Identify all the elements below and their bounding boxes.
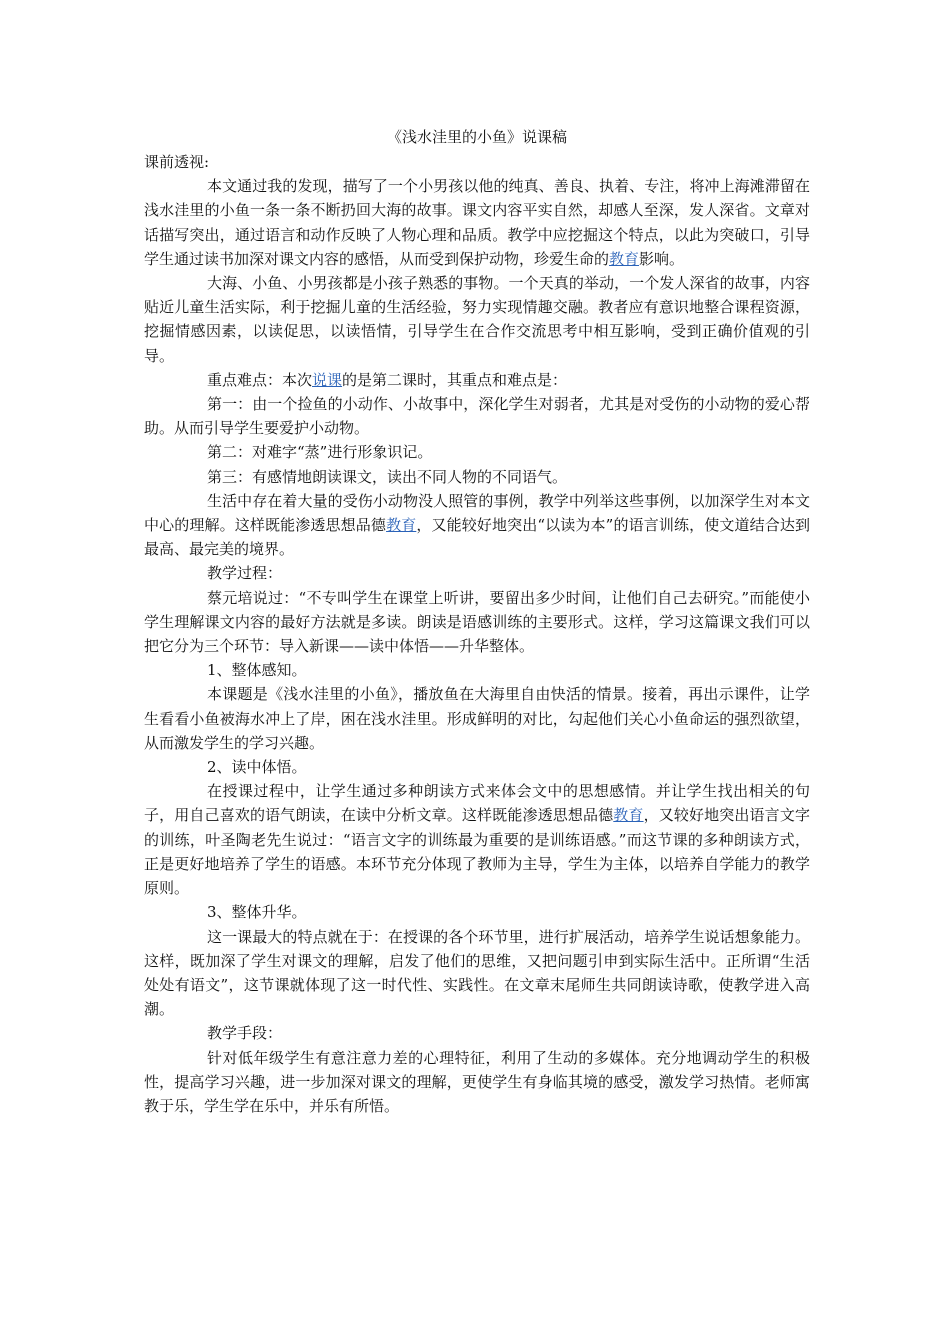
paragraph-11: 本课题是《浅水洼里的小鱼》，播放鱼在大海里自由快活的情景。接着，再出示课件，让学生看看小鱼被海水冲上了岸，困在浅水洼里。形成鲜明的对比，勾起他们关心小鱼命运的强烈欲望，从而激发学生的学习兴趣。 bbox=[144, 685, 810, 752]
paragraph-1-text-b: 影响。 bbox=[639, 249, 685, 268]
heading-step-2: 2、读中体悟。 bbox=[207, 758, 307, 777]
paragraph-15: 这一课最大的特点就在于：在授课的各个环节里，进行扩展活动，培养学生说话想象能力。这样，既加深了学生对课文的理解，启发了他们的思维，又把问题引申到实际生活中。正所谓“生活处处有语文”，这节课就体现了这一时代性、实践性。在文章末尾师生共同朗读诗歌，使教学进入高潮。 bbox=[144, 927, 810, 1019]
paragraph-13-text-b: ，又较好地突出语言文字的训练，叶圣陶老先生说过：“语言文字的训练最为重要的是训练语感。”而这节课的多种朗读方式，正是更好地培养了学生的语感。本环节充分体现了教师为主导，学生为主体，以培养自学能力的教学原则。 bbox=[144, 806, 810, 898]
paragraph-3-text-b: 的是第二课时，其重点和难点是： bbox=[342, 370, 568, 389]
paragraph-17: 针对低年级学生有意注意力差的心理特征，利用了生动的多媒体。充分地调动学生的积极性，提高学习兴趣，进一步加深对课文的理解，更使学生有身临其境的感受，激发学习热情。老师寓教于乐，学生学在乐中，并乐有所悟。 bbox=[144, 1048, 810, 1115]
paragraph-5: 第二：对难字“蒸”进行形象识记。 bbox=[207, 443, 433, 462]
link-education-2[interactable]: 教育 bbox=[386, 516, 417, 535]
paragraph-13-text-a: 在授课过程中，让学生通过多种朗读方式来体会文中的思想感情。并让学生找出相关的句子，用自己喜欢的语气朗读，在读中分析文章。这样既能渗透思想品德 bbox=[144, 782, 810, 825]
section-heading-preview: 课前透视: bbox=[144, 153, 210, 171]
paragraph-4: 第一：由一个捡鱼的小动作、小故事中，深化学生对弱者，尤其是对受伤的小动物的爱心帮助。从而引导学生要爱护小动物。 bbox=[144, 395, 810, 438]
link-education-3[interactable]: 教育 bbox=[613, 806, 644, 825]
paragraph-7 bbox=[144, 489, 810, 562]
link-education-1[interactable]: 教育 bbox=[609, 249, 640, 268]
paragraph-9: 蔡元培说过：“不专叫学生在课堂上听讲，要留出多少时间，让他们自己去研究。”而能使小学生理解课文内容的最好方法就是多读。朗读是语感训练的主要形式。这样，学习这篇课文我们可以把它分为三个环节：导入新课——读中体悟——升华整体。 bbox=[144, 588, 810, 656]
link-shuoke[interactable]: 说课 bbox=[312, 370, 343, 389]
paragraph-2: 大海、小鱼、小男孩都是小孩子熟悉的事物。一个天真的举动，一个发人深省的故事，内容贴近儿童生活实际，利于挖掘儿童的生活经验，努力实现情趣交融。教者应有意识地整合课程资源，挖掘情感因素，以读促思，以读悟情，引导学生在合作交流思考中相互影响，受到正确价值观的引导。 bbox=[144, 274, 810, 365]
paragraph-7-text-a: 生活中存在着大量的受伤小动物没人照管的事例，教学中列举这些事例，以加深学生对本文中心的理解。这样既能渗透思想品德 bbox=[144, 491, 810, 535]
paragraph-7-text-b: ，又能较好地突出“以读为本”的语言训练，使文道结合达到最高、最完美的境界。 bbox=[144, 516, 810, 559]
paragraph-1-text-a: 本文通过我的发现，描写了一个小男孩以他的纯真、善良、执着、专注，将冲上海滩滞留在浅水洼里的小鱼一条一条不断扔回大海的故事。课文内容平实自然，却感人至深，发人深省。文章对话描写突出，通过语言和动作反映了人物心理和品质。教学中应挖掘这个特点，以此为突破口，引导学生通过读书加深对课文内容的感悟，从而受到保护动物，珍爱生命的 bbox=[144, 177, 810, 268]
paragraph-6: 第三：有感情地朗读课文，读出不同人物的不同语气。 bbox=[207, 467, 568, 486]
paragraph-3-text-a: 重点难点：本次 bbox=[207, 370, 313, 389]
document-page bbox=[144, 124, 810, 1118]
heading-teaching-means: 教学手段： bbox=[207, 1024, 283, 1043]
heading-step-1: 1、整体感知。 bbox=[207, 661, 307, 680]
paragraph-13 bbox=[144, 779, 810, 900]
heading-step-3: 3、整体升华。 bbox=[207, 903, 307, 922]
paragraph-1 bbox=[144, 174, 810, 271]
document-title: 《浅水洼里的小鱼》说课稿 bbox=[386, 128, 567, 146]
paragraph-3 bbox=[144, 368, 810, 392]
heading-teaching-process: 教学过程： bbox=[207, 564, 283, 583]
